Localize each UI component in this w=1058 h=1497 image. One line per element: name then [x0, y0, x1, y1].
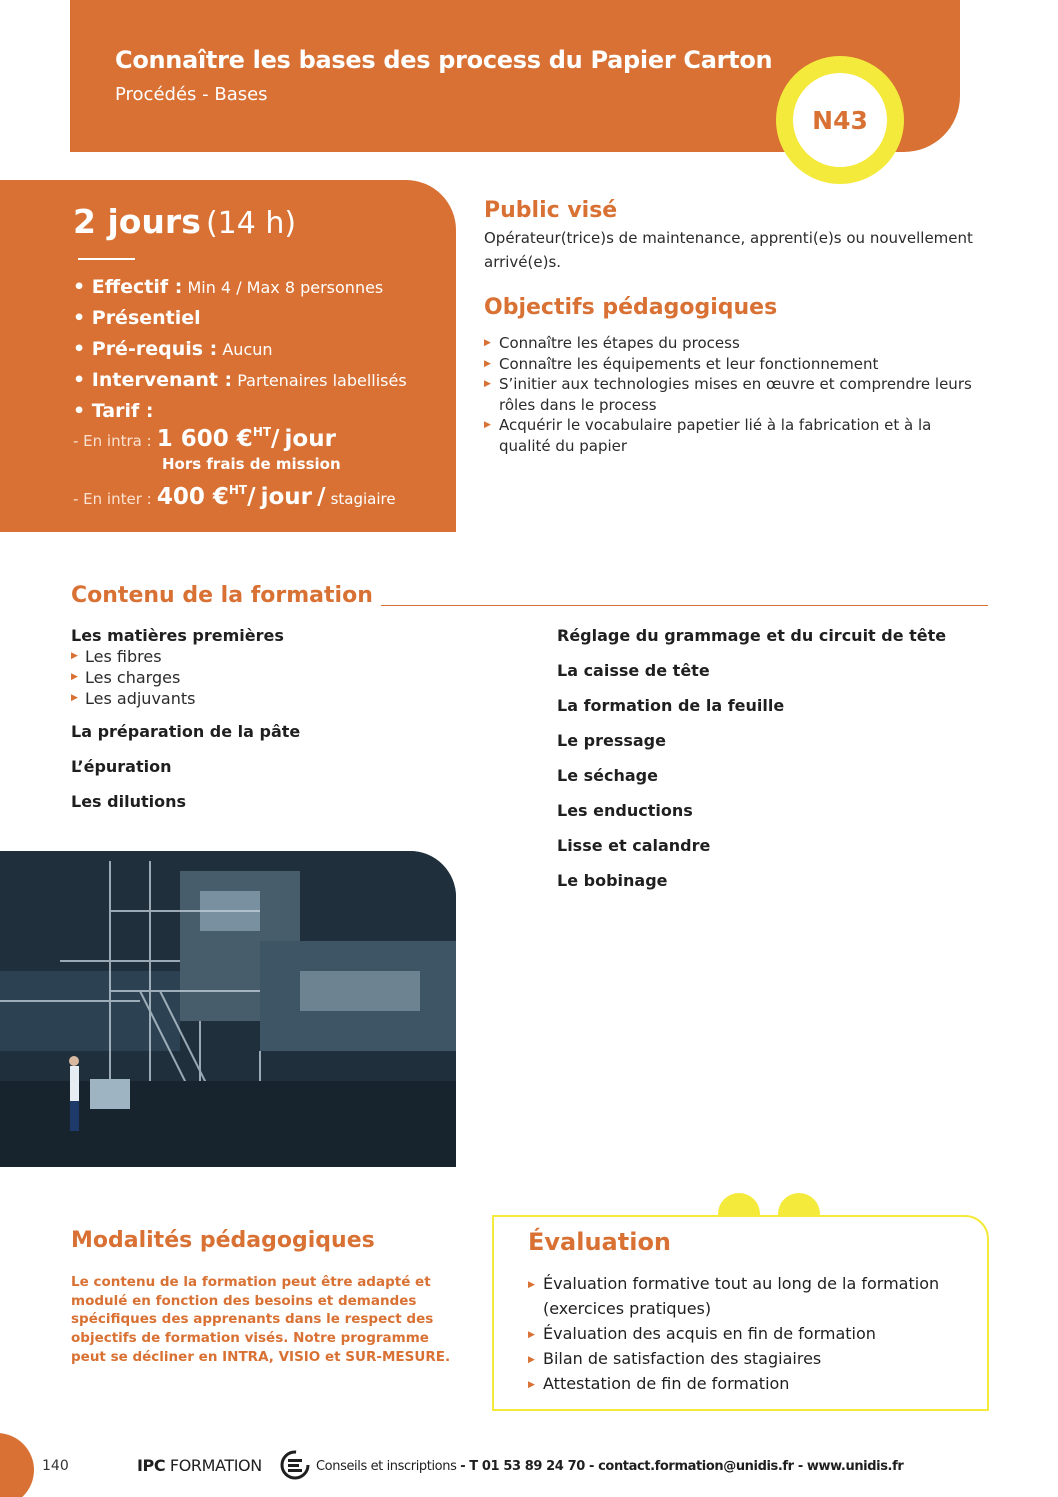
info-tarif: • Tarif :	[73, 400, 154, 422]
course-code: N43	[812, 105, 868, 135]
list-item: ▶ Connaître les équipements et leur fonctionnement	[484, 354, 879, 373]
topic-right: Le bobinage	[557, 871, 668, 890]
info-panel	[0, 180, 456, 532]
topic-left: L’épuration	[71, 757, 172, 776]
effectif-value: Min 4 / Max 8 personnes	[187, 278, 384, 297]
contact-label: Conseils et inscriptions	[316, 1459, 457, 1474]
prerequis-value: Aucun	[222, 340, 273, 359]
duration-days: 2 jours	[73, 202, 201, 241]
intra-prefix: - En intra :	[73, 432, 152, 450]
topic-right: Réglage du grammage et du circuit de tête	[557, 626, 947, 645]
duration-hours: (14 h)	[205, 206, 297, 241]
triangle-bullet-icon: ▶	[484, 420, 491, 430]
intra-unit: jour	[284, 426, 336, 452]
topic-right: Le séchage	[557, 766, 658, 785]
footer-contact	[316, 1459, 903, 1474]
list-item: ▶ Évaluation des acquis en fin de formation	[528, 1321, 968, 1346]
ipc-logo-icon	[279, 1449, 311, 1481]
content-heading: Contenu de la formation	[71, 583, 373, 608]
triangle-bullet-icon: ▶	[484, 379, 491, 389]
topic-right: La formation de la feuille	[557, 696, 785, 715]
panel-divider	[78, 258, 135, 260]
triangle-bullet-icon: ▶	[484, 358, 491, 369]
modalities-text: Le contenu de la formation peut être adapté et modulé en fonction des besoins et demandes spécifiques des apprenants dans le respect des objectifs de formation visés. Notre programme peut se décliner en INTRA, VISIO et SUR-MESURE.	[71, 1274, 451, 1365]
topic-right: La caisse de tête	[557, 661, 710, 680]
page-number: 140	[42, 1458, 69, 1474]
brand-name	[137, 1456, 262, 1475]
inter-separator-1: /	[247, 484, 256, 510]
prerequis-label: Pré-requis :	[91, 338, 218, 360]
effectif-label: Effectif :	[91, 276, 183, 298]
info-prerequis: • Pré-requis : Aucun	[73, 338, 273, 360]
contact-details: - T 01 53 89 24 70 - contact.formation@unidis.fr - www.unidis.fr	[460, 1459, 904, 1474]
intervenant-label: Intervenant :	[91, 369, 233, 391]
course-code-badge	[776, 56, 904, 184]
footer-corner-shape	[0, 1433, 34, 1497]
public-heading: Public visé	[484, 198, 618, 223]
brand-rest: FORMATION	[169, 1456, 262, 1475]
evaluation-list	[528, 1271, 968, 1396]
topic-right: Les enductions	[557, 801, 693, 820]
info-intervenant: • Intervenant : Partenaires labellisés	[73, 369, 407, 391]
objectives-heading: Objectifs pédagogiques	[484, 295, 778, 320]
topic-right: Le pressage	[557, 731, 666, 750]
intra-ht: HT	[252, 425, 272, 439]
inter-unit: jour	[260, 484, 312, 510]
duration	[73, 202, 296, 241]
modalities-heading: Modalités pédagogiques	[71, 1228, 375, 1253]
inter-ht: HT	[228, 483, 248, 497]
list-item: ▶ Connaître les étapes du process	[484, 334, 740, 352]
list-item: ▶ Attestation de fin de formation	[528, 1371, 968, 1396]
topic-left: Les matières premières	[71, 626, 284, 645]
triangle-bullet-icon: ▶	[528, 1380, 535, 1390]
triangle-bullet-icon: ▶	[71, 693, 78, 703]
mode-value: Présentiel	[91, 307, 201, 329]
evaluation-heading: Évaluation	[528, 1228, 672, 1256]
intra-note: Hors frais de mission	[162, 455, 341, 473]
intra-separator: /	[271, 426, 280, 452]
info-effectif: • Effectif : Min 4 / Max 8 personnes	[73, 276, 384, 298]
price-inter	[73, 483, 396, 510]
page-subtitle: Procédés - Bases	[115, 84, 268, 105]
inter-separator-2: /	[317, 484, 326, 510]
list-item: ▶ Évaluation formative tout au long de la formation (exercices pratiques)	[528, 1274, 940, 1318]
triangle-bullet-icon: ▶	[484, 338, 491, 348]
list-item: ▶ Bilan de satisfaction des stagiaires	[528, 1346, 968, 1371]
list-item: ▶ Les fibres	[71, 647, 162, 666]
price-intra	[73, 425, 336, 452]
list-item: ▶ Acquérir le vocabulaire papetier lié à la fabrication et à la qualité du papier	[484, 416, 932, 455]
subtopics-list	[71, 646, 195, 709]
topic-left: La préparation de la pâte	[71, 722, 301, 741]
tarif-label: Tarif :	[91, 400, 154, 422]
triangle-bullet-icon: ▶	[71, 651, 78, 661]
intra-amount: 1 600 €	[156, 426, 253, 452]
content-divider	[381, 605, 988, 606]
triangle-bullet-icon: ▶	[528, 1330, 535, 1340]
info-mode: • Présentiel	[73, 307, 201, 329]
topic-right: Lisse et calandre	[557, 836, 711, 855]
list-item: ▶ S’initier aux technologies mises en œuvre et comprendre leurs rôles dans le process	[484, 375, 972, 414]
list-item: ▶ Les adjuvants	[71, 689, 196, 708]
public-text: Opérateur(trice)s de maintenance, apprenti(e)s ou nouvellement arrivé(e)s.	[484, 229, 973, 271]
intervenant-value: Partenaires labellisés	[237, 371, 407, 390]
inter-unit-2: stagiaire	[330, 490, 396, 508]
inter-prefix: - En inter :	[73, 490, 152, 508]
inter-amount: 400 €	[156, 484, 229, 510]
triangle-bullet-icon: ▶	[71, 672, 78, 682]
factory-photo	[0, 851, 456, 1167]
triangle-bullet-icon: ▶	[528, 1280, 535, 1290]
triangle-bullet-icon: ▶	[528, 1355, 535, 1365]
topic-left: Les dilutions	[71, 792, 186, 811]
page-title: Connaître les bases des process du Papier Carton	[115, 46, 773, 74]
brand-bold: IPC	[137, 1456, 166, 1475]
objectives-list	[484, 333, 984, 456]
list-item: ▶ Les charges	[71, 668, 181, 687]
